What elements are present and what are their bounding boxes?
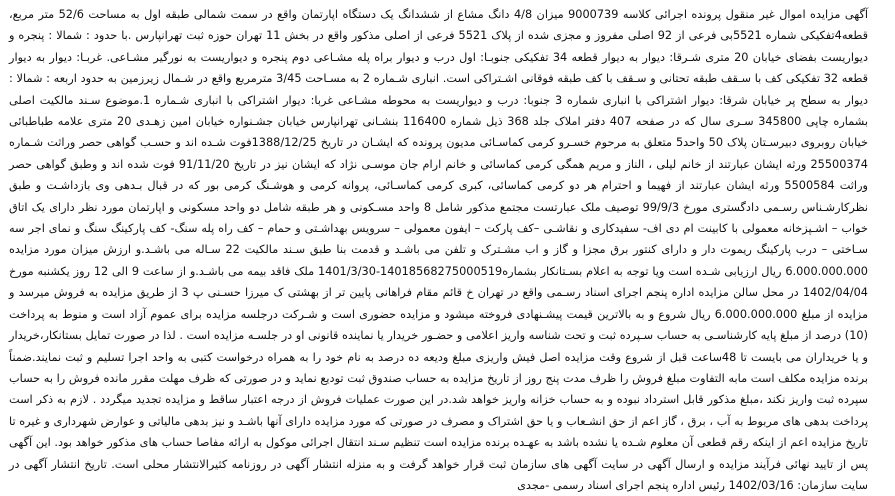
notice-body-text: آگهی مزایده اموال غیر منقول پرونده اجرائی کلاسه 9000739 میزان 4/8 دانگ مشاع از ششدانگ یک دستگاه اپارتمان واقع در سمت شمالی طبقه اول به مساحت 52/6 متر مربع، قطعه4تفکیکی شماره 5521بی فرعی از 92 اصلی مفروز و مجزی شده از پلاک 5521 فرعی از اصلی مذکور واقع در بخش 11 تهران حوزه ثبت تهرانپارس .با حدود : شمالا : پنجره و دیواریست بفضای خیابان 20 متری شـرقا: دیوار به دیوار قطعه 34 تفکیکی جنوبـا: اول درب و دیوار براه پله مشـاعی دوم پنجره و دیواریست به نورگیر مشـاعی. غربـا: دیوار به دیوار قطعه 32 تفکیکی کف با سـقف طبقه تحتانی و سـقف با کف طبقه فوقانی اشـتراکی است. انباری شـماره 2 به مسـاحت 3/45 مترمربع واقع در شـمال زیرزمین به حدود اربعه : شمالا : دیوار به سطح پر خیابان شرقا: دیوار اشتراکی با انباری شماره 3 جنوبا: درب و دیواریست به محوطه مشـاعی غربا: دیوار اشتراکی با انباری شـماره 1.موضوع سـند مالکیت اصلی بشماره چاپی 345800 سـری سال که در صفحه 407 دفتر املاک جلد 368 ذیل شماره 116400 بنشـانی تهرانپارس خیابان جشـنواره خیابان امین زهـدی 20 متری علامه طباطبائی خیابان روبروی دبیرسـتان پلاک 50 واحد5 متعلق به مرحوم خسـرو کرمی کماسـائی مدیون پرونده که ایشـان در تاریخ 1388/12/25فوت شـده اند و حسـب گواهی حصر وراثت شـماره 25500374 ورثه ایشان عبارتند از خانم لیلی ، الناز و مریم همگی کرمی کماسائی و خانم ارام جان موسـی نژاد که ایشان نیز در تاریخ 91/11/20 فوت شده اند و وطبق گواهی حصر وراثت 5500584 ورثه ایشان عبارتند از فهیما و احترام هر دو کرمی کماسائی، کبری کرمی کماسـائی، پروانه کرمی و هوشـنگ کرمی بور که در قبال بـدهی وی بازداشـت و طبق نظرکارشـناس رسـمی دادگستری مورخ 99/9/3 توصیف ملک عبارتست مجتمع مذکور شامل 8 واحد مسـکونی و هر طبقه شامل دو واحد مسکونی و اپارتمان مورد نظر دارای یک اتاق خواب – اشـپزخانه معمولی با کابینت ام دی اف- سفیدکاری و نقاشـی –کف پارکت – ایفون معمولی – سرویس بهداشـتی و حمام – کف راه پله سنگ- کف پارکینگ سنگ و نمای اجر سه سـاختی – درب پارکینگ ریموت دار و دارای کنتور برق مجزا و گاز و اب مشـترک و تلفن می باشـد و قدمت بنا طبق سـند مالکیت 22 سـاله می باشـد.و ارزش میزان مورد مزایده 6.000.000.000 ریال ارزیابی شـده است ویا توجه به اعلام بسـتانکار بشماره14018568275000519-1401/3/30 ملک فاقد بیمه می باشـد.و از ساعت 9 الی 12 روز یکشنبه مورخ 1402/04/04 در محل سالن مزایده اداره پنجم اجرای اسناد رسـمی واقع در تهران خ قائم مقام فراهانی پایین تر از بهشتی ک میرزا حسـنی پ 3 از طریق مزایده به فروش میرسد و مزایده از مبلغ 6.000.000.000 ریال شروع و به بالاترین قیمت پیشـنهادی فروخته میشود و مزایده حضوری است و شـرکت درجلسه مزایده برای عموم آزاد است و منوط به پرداخت (10) درصد از مبلغ پایه کارشناسـی به حساب سـپرده ثبت و تحت شناسه واریز اعلامی و حضـور خریدار یا نماینده قانونی او در جلسـه مزایده است . لذا در صورت تمایل بستانکار،خریدار و یا خریداران می بایست تا 48ساعت قبل از شروع وقت مزایده اصل فیش واریزی مبلغ ودیعه ده درصد به نام خود را به همراه درخواست کتبی به واحد اجرا تسلیم و ثبت نمایند.ضمناً برنده مزایده مکلف است مابه التفاوت مبلغ فروش را ظرف مدت پنج روز از تاریخ مزایده به حساب صندوق ثبت تودیع نماید و در صورتی که ظرف مهلت مقرر مانده فروش را به حساب سپرده ثبت واریز نکند ،مبلغ مذکور قابل استرداد نبوده و به حساب خزانه واریز خواهد شد.در این صورت عملیات فروش از درجه اعتبار ساقط و مزایده تجدید میگردد . لازم به ذکر است پرداخت بدهی های مربوط به آب ، برق ، گاز اعم از حق انشـعاب و یا حق اشتراک و مصرف در صورتی که مورد مزایده دارای آنها باشـد و نیز بدهی مالیاتی و عوارض شهرداری و غیره تا تاریخ مزایده اعم از اینکه رقم قطعی آن معلوم شـده یا نشده باشد به عهـده برنده مزایده است تنظیم سـند انتقال اجرائی موکول به ارائه مفاصا حساب های مذکور خواهد بود. این آگهی پس از تایید نهائی فرآیند مزایده و ارسال آگهی در سایت آگهی های سازمان ثبت قرار خواهد گرفت و به منزله انتشار آگهی در روزنامه کثیرالانتشار محلی است. تاریخ انتشار آگهی در سایت سازمان: 1402/03/16 رئیس اداره پنجم اجرای اسناد رسمی -مجدی xyxy=(9,8,869,492)
